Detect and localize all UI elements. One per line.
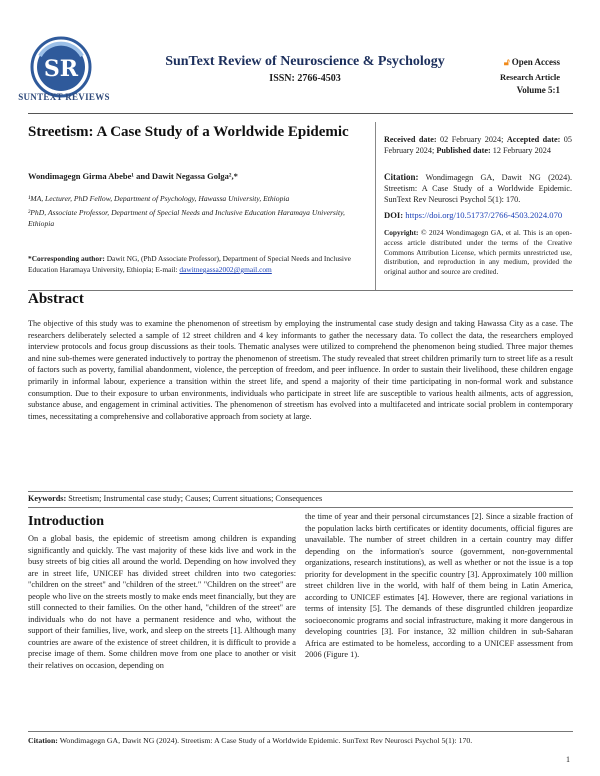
open-access-badge xyxy=(470,57,560,68)
doi-label: DOI: xyxy=(384,210,404,220)
page-number: 1 xyxy=(566,755,570,764)
keywords-label: Keywords: xyxy=(28,494,67,503)
volume-label: Volume 5:1 xyxy=(516,85,560,95)
footer-citation xyxy=(28,736,573,745)
logo-letters: SR xyxy=(43,56,79,82)
email-link[interactable]: dawitnegassa2002@gmail.com xyxy=(179,265,272,274)
abstract-top-divider xyxy=(28,290,573,291)
corresponding-author xyxy=(28,253,368,275)
received-label: Received date: xyxy=(384,135,437,144)
keywords-top-divider xyxy=(28,491,573,492)
info-column-divider xyxy=(375,122,376,290)
citation-box xyxy=(384,172,572,205)
open-lock-icon: 🔓︎ xyxy=(503,57,510,67)
article-dates xyxy=(384,134,572,156)
introduction-heading: Introduction xyxy=(28,514,104,529)
brand-name: SUNTEXT REVIEWS xyxy=(18,92,110,102)
introduction-left-column: On a global basis, the epidemic of streetism among children is expanding significantly and quickly. The vast majority of these kids live and work in the busy streets of big cities all around the world. Depending on how involved they are in street life, UNICEF has divided street children into two categories: "children on the street" and "children of the street." "Children on the street" are people who live on the streets mostly to make ends meet financially, but they are still connected to their families. On the other hand, "children of the street" are individuals who do not have a permanent residence and who, without the support of their families, live, work, and sleep on the streets [1]. Although many countries are aware of the existence of street children, it is difficult to provide a precise image of them. Some children move from one place to another or visit their relatives on occasion, depending on xyxy=(28,534,296,670)
affiliation-1: ¹MA, Lecturer, PhD Fellow, Department of Psychology, Hawassa University, Ethiopia xyxy=(28,194,290,203)
author-list: Wondimagegn Girma Abebe¹ and Dawit Negassa Golga²,* xyxy=(28,171,238,181)
footer-citation-text: Wondimagegn GA, Dawit NG (2024). Streetism: A Case Study of a Worldwide Epidemic. SunText Rev Neurosci Psychol 5(1): 170. xyxy=(57,736,473,745)
copyright-text: © 2024 Wondimagegn GA, et al. This is an open-access article distributed under the terms of the Creative Commons Attribution License, which permits unrestricted use, distribution, and reproduction in any medium, provided the original author and source are credited. xyxy=(384,228,572,277)
accepted-date: 05 February 2024; xyxy=(384,135,572,155)
article-type: Research Article xyxy=(499,72,560,82)
abstract-heading: Abstract xyxy=(28,291,84,307)
footer-divider xyxy=(28,731,573,732)
open-access-label: Open Access xyxy=(511,57,560,67)
copyright-notice xyxy=(384,228,572,277)
published-label: Published date: xyxy=(436,146,491,155)
keywords xyxy=(28,494,573,503)
journal-title: SunText Review of Neuroscience & Psychology xyxy=(165,54,445,69)
footer-citation-label: Citation: xyxy=(28,736,58,745)
copyright-label: Copyright: xyxy=(384,228,419,237)
abstract-text: The objective of this study was to examine the phenomenon of streetism by employing the instrumental case study design and taking Hawassa City as a case. The researchers deliberately selected a sample of 12 street children and 4 key informants to gather the necessary data. To collect the data, the researchers employed interview protocols and focus group discussions as their tools. Thematic analyses were utilized to comprehend the phenomenon being studied. Three major themes and nine sub-themes were generated inductively to portray the phenomenon of streetism. The study revealed that street children primarily turn to street life as a result of factors such as poverty, familial abandonment, violence, the perception of freedom, and peer influence. In order to sustain their livelihood, these children engage primarily in informal labour, experience a transition within the street life, and spend a majority of their time participating in non-formal work and substance consumption. Due to their exposure to urban environments, individuals who participate in street life are susceptible to various health ailments, acts of aggression, substance abuse, and engagement in criminal activities. The phenomenon of streetism has evolved into a multifaceted and intricate social problem in contemporary times, necessitating a comprehensive and collaborative approach from society at large. xyxy=(28,319,573,421)
citation-label: Citation: xyxy=(384,172,419,182)
accepted-label: Accepted date: xyxy=(506,135,561,144)
citation-text: Wondimagegn GA, Dawit NG (2024). Streetism: A Case Study of a Worldwide Epidemic. SunText Rev Neurosci Psychol 5(1): 170. xyxy=(384,173,572,204)
introduction-right-column: the time of year and their personal circumstances [2]. Since a sizable fraction of the population lacks birth certificates or identity documents, official figures are unavailable. The number of street children in a certain country may differ depending on the information's source (government, non-governmental organizations, research institutions), as well as whether or not the issue is a top priority for development in the specific country [3]. Approximately 100 million street children live in the world, with half of them being in Latin America, according to UNICEF estimates [4]. However, there are regional variations in terms of intensity [5]. The demands of these disgruntled children jeopardize socioeconomic programs and social infrastructure, making it more dangerous in developing countries [3]. For instance, 32 million children in sub-Saharan Africa are estimated to be homeless, according to a UNICEF assessment from 2006 (Figure 1). xyxy=(305,512,573,659)
header-divider xyxy=(28,113,573,114)
doi-link[interactable]: https://doi.org/10.51737/2766-4503.2024.070 xyxy=(403,210,563,220)
corresponding-label: *Corresponding author: xyxy=(28,254,105,263)
published-date: 12 February 2024 xyxy=(490,146,551,155)
article-title: Streetism: A Case Study of a Worldwide Epidemic xyxy=(28,124,349,140)
received-date: 02 February 2024; xyxy=(436,135,507,144)
doi xyxy=(384,210,572,221)
issn: ISSN: 2766-4503 xyxy=(269,73,341,84)
suntext-logo xyxy=(30,36,92,98)
keywords-bottom-divider xyxy=(28,507,573,508)
affiliation-2: ²PhD, Associate Professor, Department of Special Needs and Inclusive Education Haramaya University, Ethiopia xyxy=(28,208,345,228)
corresponding-text: Dawit NG, (PhD Associate Professor), Department of Special Needs and Inclusive Education Haramaya University, Ethiopia; E-mail: xyxy=(28,254,351,274)
keywords-text: Streetism; Instrumental case study; Causes; Current situations; Consequences xyxy=(66,494,323,503)
